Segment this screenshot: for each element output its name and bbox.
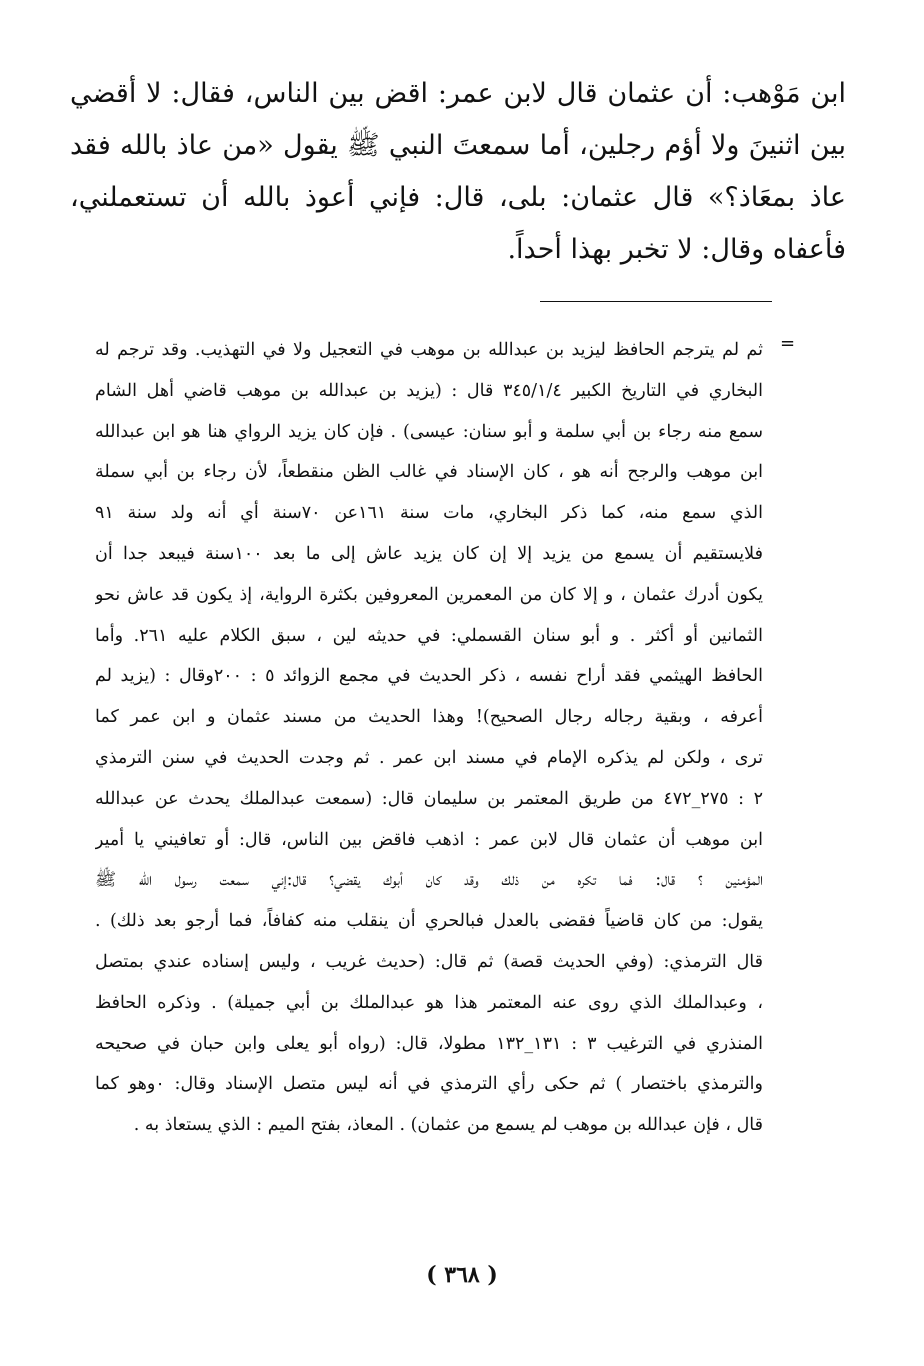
- main-hadith-text: [70, 68, 846, 276]
- footnote-line: قال الترمذي: (وفي الحديث قصة) ثم قال: (حديث غريب ، وليس إسناده عندي بمتصل: [95, 951, 763, 972]
- footnote-line: ترى ، ولكن لم يذكره الإمام في مسند ابن عمر . ثم وجدت الحديث في سنن الترمذي: [95, 747, 763, 768]
- footnote-line: ابن موهب أن عثمان قال لابن عمر : اذهب فاقض بين الناس، قال: أو تعافيني يا أمير: [95, 829, 763, 850]
- footnote-line: الذي سمع منه، كما ذكر البخاري، مات سنة ١٦١عن ٧٠سنة أي أنه ولد سنة ٩١: [95, 503, 763, 524]
- footnote-line: الحافظ الهيثمي فقد أراح نفسه ، ذكر الحديث في مجمع الزوائد ٥ : ٢٠٠وقال : (يزيد لم: [95, 666, 763, 687]
- footnote-line: المؤمنين ؟ قال: فما تكره من ذلك وقد كان أبوك يقضي؟ قال:إني سمعت رسول الله ﷺ: [95, 870, 763, 891]
- footnote-line: يكون أدرك عثمان ، و إلا كان من المعمرين المعروفين بكثرة الرواية، إذ يكون قد عاش نحو: [95, 584, 763, 605]
- footnote-line: يقول: من كان قاضياً فقضى بالعدل فبالحري أن ينقلب منه كفافاً، فما أرجو بعد ذلك) .: [95, 911, 763, 932]
- footnote-continuation-mark: =: [780, 333, 796, 354]
- footnote-line: ابن موهب والرجح أنه هو ، كان الإسناد في غالب الظن منقطعاً، لأن رجاء بن أبي سملة: [95, 462, 763, 483]
- footnote-line: ٢ : ٢٧٥_٤٧٢ من طريق المعتمر بن سليمان قال: (سمعت عبدالملك يحدث عن عبدالله: [95, 788, 763, 809]
- page-number: ( ٣٦٨ ): [426, 1262, 498, 1288]
- footnote-line: الثمانين أو أكثر . و أبو سنان القسملي: في حديثه لين ، سبق الكلام عليه ٢٦١. وأما: [95, 625, 763, 646]
- footnote-line: المنذري في الترغيب ٣ : ١٣١_١٣٢ مطولا، قال: (رواه أبو يعلى وابن حبان في صحيحه: [95, 1033, 763, 1054]
- footnote-line: أعرفه ، وبقية رجاله رجال الصحيح)! وهذا الحديث من مسند عثمان و ابن عمر كما: [95, 707, 763, 728]
- main-paragraph: ابن مَوْهب: أن عثمان قال لابن عمر: اقض بين الناس، فقال: لا أقضي بين اثنينَ ولا أؤم رجلين، أما سمعتَ النبي ﷺ يقول «من عاذ بالله فقد عاذ بمعَاذ؟» قال عثمان: بلى، قال: فإني أعوذ بالله أن تستعملني، فأعفاه وقال: لا تخبر بهذا أحداً.: [70, 78, 846, 265]
- footnote-line: ثم لم يترجم الحافظ ليزيد بن عبدالله بن موهب في التعجيل ولا في التهذيب. وقد ترجم له: [95, 340, 763, 360]
- footnote-line: البخاري في التاريخ الكبير ٣٤٥/١/٤ قال : (يزيد بن عبدالله بن موهب قاضي أهل الشام: [95, 380, 763, 401]
- footnote-line: قال ، فإن عبدالله بن موهب لم يسمع من عثمان) . المعاذ، بفتح الميم : الذي يستعاذ به .: [133, 1115, 763, 1136]
- footnote-block: [95, 330, 763, 1146]
- footnote-separator: [540, 301, 772, 302]
- footnote-line: والترمذي باختصار ) ثم حكى رأي الترمذي في أنه ليس متصل الإسناد وقال: ٠وهو كما: [95, 1074, 763, 1095]
- footnote-line: فلايستقيم أن يسمع من يزيد إلا إن كان يزيد عاش إلى ما بعد ١٠٠سنة فيبعد جدا أن: [95, 543, 763, 564]
- footnote-line: سمع منه رجاء بن أبي سلمة و أبو سنان: عيسى) . فإن كان يزيد الرواي هنا هو ابن عبدالله: [95, 421, 763, 442]
- footnote-line: ، وعبدالملك الذي روى عنه المعتمر هذا هو عبدالملك بن أبي جميلة) . وذكره الحافظ: [95, 992, 763, 1013]
